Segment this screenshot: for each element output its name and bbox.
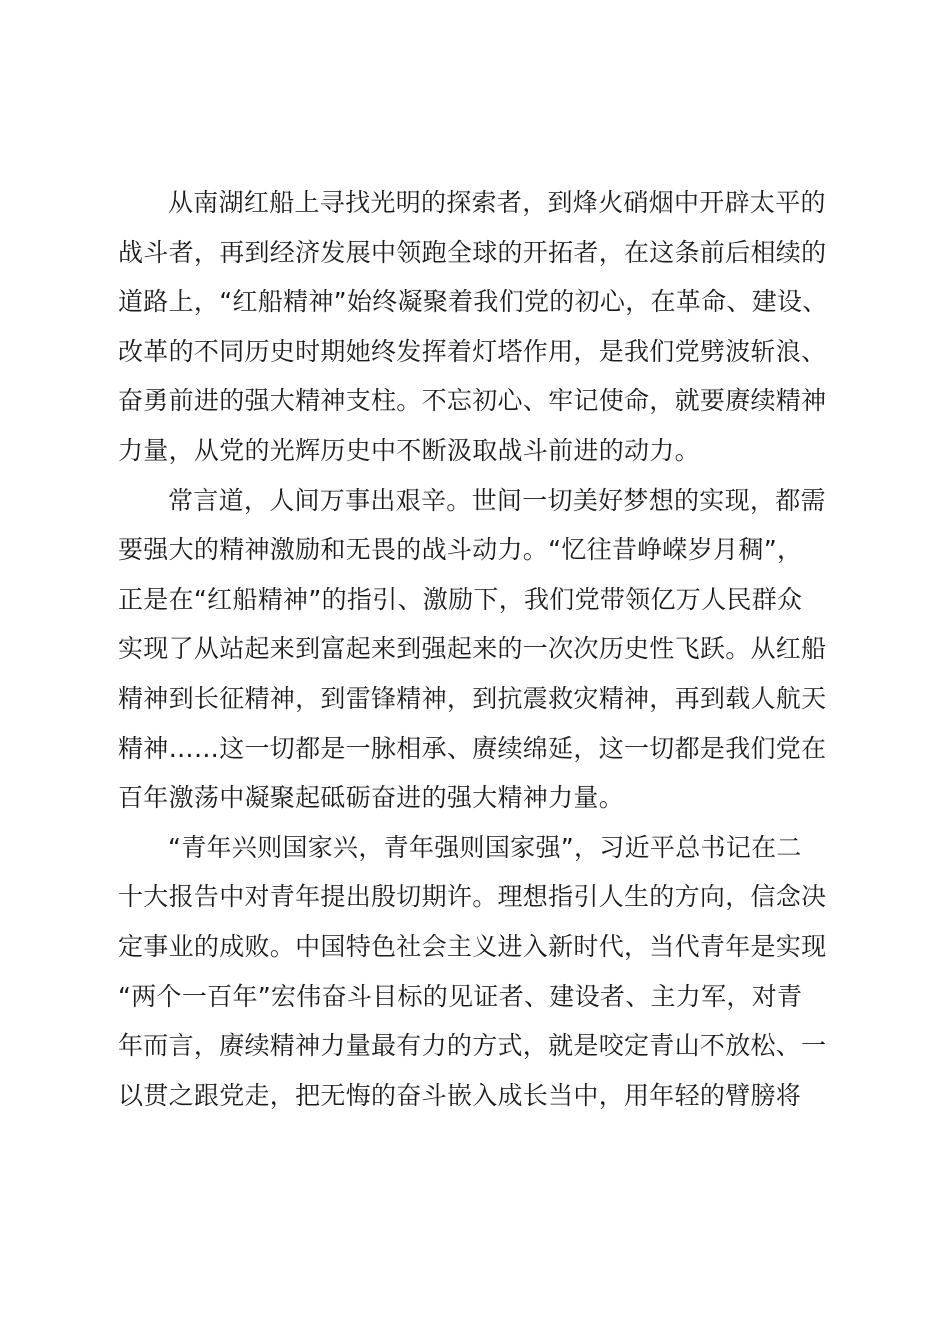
text-line: 正是在“红船精神”的指引、激励下，我们党带领亿万人民群众 (118, 584, 803, 614)
paragraph-3 (118, 823, 838, 1121)
text-line: 定事业的成败。中国特色社会主义进入新时代，当代青年是实现 (118, 931, 827, 961)
text-line: 改革的不同历史时期她终发挥着灯塔作用，是我们党劈波斩浪、 (118, 336, 827, 366)
text-line: 常言道，人间万事出艰辛。世间一切美好梦想的实现，都需 (168, 485, 826, 515)
text-line: 道路上，“红船精神”始终凝聚着我们党的初心，在革命、建设、 (118, 287, 828, 317)
text-line: 奋勇前进的强大精神支柱。不忘初心、牢记使命，就要赓续精神 (118, 386, 827, 416)
text-line: 要强大的精神激励和无畏的战斗动力。“忆往昔峥嵘岁月稠”， (118, 535, 803, 565)
text-line: 从南湖红船上寻找光明的探索者，到烽火硝烟中开辟太平的 (168, 188, 826, 217)
text-line: 十大报告中对青年提出殷切期许。理想指引人生的方向，信念决 (118, 882, 827, 912)
text-line: 精神到长征精神，到雷锋精神，到抗震救灾精神，再到载人航天 (118, 683, 827, 713)
text-line: 以贯之跟党走，把无悔的奋斗嵌入成长当中，用年轻的臂膀将 (118, 1080, 802, 1110)
text-line: 年而言，赓续精神力量最有力的方式，就是咬定青山不放松、一 (118, 1031, 827, 1061)
text-line: 力量，从党的光辉历史中不断汲取战斗前进的动力。 (118, 435, 700, 465)
paragraph-1 (118, 178, 838, 476)
text-line: 百年激荡中凝聚起砥砺奋进的强大精神力量。 (118, 783, 625, 813)
text-line: 战斗者，再到经济发展中领跑全球的开拓者，在这条前后相续的 (118, 237, 827, 267)
text-line: “青年兴则国家兴，青年强则国家强”，习近平总书记在二 (168, 832, 802, 862)
text-line: 精神……这一切都是一脉相承、赓续绵延，这一切都是我们党在 (118, 733, 827, 763)
body-text (118, 178, 838, 1120)
paragraph-2 (118, 476, 838, 823)
text-line: “两个一百年”宏伟奋斗目标的见证者、建设者、主力军，对青 (118, 981, 803, 1011)
text-line: 实现了从站起来到富起来到强起来的一次次历史性飞跃。从红船 (118, 634, 827, 664)
